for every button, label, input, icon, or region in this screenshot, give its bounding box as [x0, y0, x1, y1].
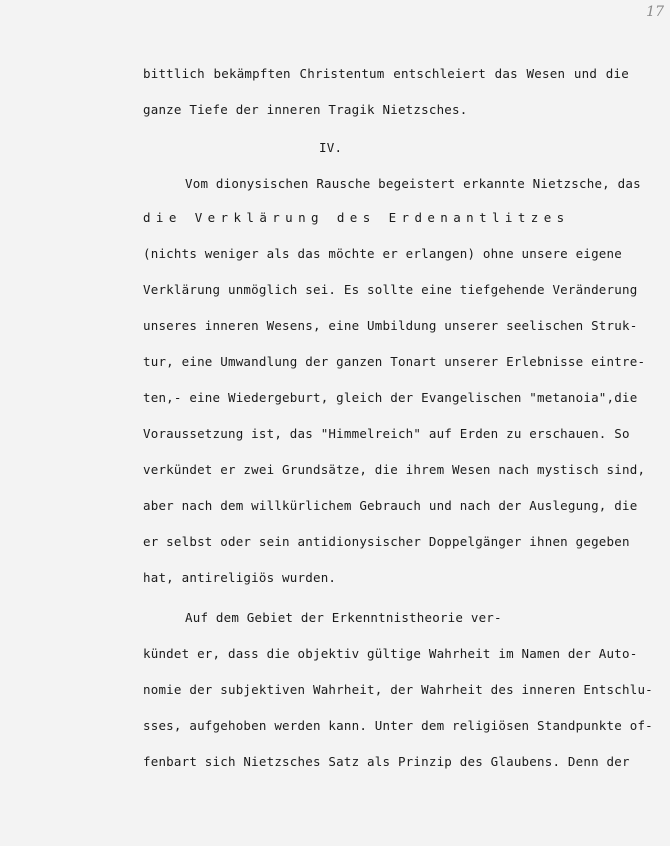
text-line: Verklärung unmöglich sei. Es sollte eine tiefgehende Veränderung	[143, 282, 638, 297]
text-line: verkündet er zwei Grundsätze, die ihrem Wesen nach mystisch sind,	[143, 462, 646, 477]
section-heading: IV.	[319, 140, 343, 155]
page-number-mark: 17	[646, 4, 664, 20]
text-line: unseres inneren Wesens, eine Umbildung unserer seelischen Struk-	[143, 318, 638, 333]
text-line: die Verklärung des Erdenantlitzes	[143, 210, 570, 225]
text-line: aber nach dem willkürlichem Gebrauch und nach der Auslegung, die	[143, 498, 638, 513]
text-line: nomie der subjektiven Wahrheit, der Wahrheit des inneren Entschlu-	[143, 682, 653, 697]
text-line: Vom dionysischen Rausche begeistert erkannte Nietzsche, das	[185, 176, 641, 191]
text-line: er selbst oder sein antidionysischer Doppelgänger ihnen gegeben	[143, 534, 630, 549]
text-line: ganze Tiefe der inneren Tragik Nietzsches.	[143, 102, 468, 117]
text-line: sses, aufgehoben werden kann. Unter dem religiösen Standpunkte of-	[143, 718, 653, 733]
text-line: hat, antireligiös wurden.	[143, 570, 337, 585]
text-line: (nichts weniger als das möchte er erlangen) ohne unsere eigene	[143, 246, 622, 261]
text-line: bittlich bekämpften Christentum entschleiert das Wesen und die	[143, 66, 629, 81]
text-line: tur, eine Umwandlung der ganzen Tonart unserer Erlebnisse eintre-	[143, 354, 646, 369]
text-line: fenbart sich Nietzsches Satz als Prinzip des Glaubens. Denn der	[143, 754, 630, 769]
text-line: Voraussetzung ist, das "Himmelreich" auf Erden zu erschauen. So	[143, 426, 630, 441]
text-line: ten,- eine Wiedergeburt, gleich der Evangelischen "metanoia",die	[143, 390, 638, 405]
text-line: Auf dem Gebiet der Erkenntnistheorie ver-	[185, 610, 502, 625]
text-line: kündet er, dass die objektiv gültige Wahrheit im Namen der Auto-	[143, 646, 638, 661]
